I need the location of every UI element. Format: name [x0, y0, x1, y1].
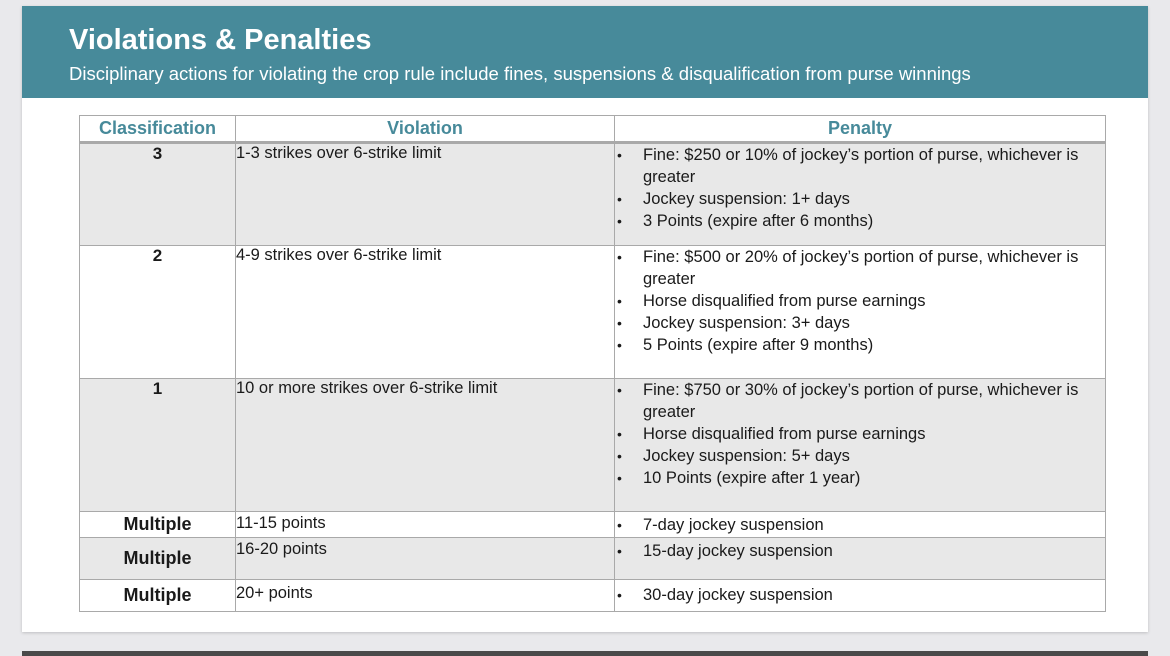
bullet-icon: •: [617, 470, 622, 486]
penalty-item: [615, 188, 1105, 210]
classification-cell: 3: [80, 143, 236, 246]
penalty-item: [615, 144, 1105, 188]
penalty-text: Horse disqualified from purse earnings: [643, 425, 926, 443]
penalty-text: Fine: $750 or 30% of jockey’s portion of purse, whichever is greater: [643, 381, 1079, 421]
violation-cell: 11-15 points: [236, 512, 615, 538]
penalty-text: 7-day jockey suspension: [643, 516, 824, 534]
table-row: [80, 379, 1106, 512]
bullet-icon: •: [617, 382, 622, 398]
classification-cell: 2: [80, 246, 236, 379]
penalty-item: [615, 379, 1105, 423]
penalty-text: 15-day jockey suspension: [643, 542, 833, 560]
penalties-table: [79, 115, 1106, 612]
penalty-text: 3 Points (expire after 6 months): [643, 212, 874, 230]
penalty-item: [615, 210, 1105, 232]
column-header-violation: Violation: [236, 116, 615, 143]
bullet-icon: •: [617, 191, 622, 207]
penalty-item: [615, 584, 1105, 606]
penalty-item: [615, 540, 1105, 562]
table-row: [80, 246, 1106, 379]
classification-cell: 1: [80, 379, 236, 512]
penalty-item: [615, 290, 1105, 312]
bullet-icon: •: [617, 517, 622, 533]
penalty-text: Fine: $250 or 10% of jockey’s portion of purse, whichever is greater: [643, 146, 1079, 186]
penalty-item: [615, 445, 1105, 467]
table-row: [80, 512, 1106, 538]
bullet-icon: •: [617, 293, 622, 309]
penalty-item: [615, 467, 1105, 489]
penalty-cell: [615, 512, 1106, 538]
penalty-cell: [615, 379, 1106, 512]
penalty-cell: [615, 580, 1106, 612]
penalty-text: Horse disqualified from purse earnings: [643, 292, 926, 310]
table-header-row: [80, 116, 1106, 143]
penalty-cell: [615, 246, 1106, 379]
penalty-item: [615, 334, 1105, 356]
penalty-cell: [615, 538, 1106, 580]
penalty-text: 10 Points (expire after 1 year): [643, 469, 861, 487]
penalty-text: Jockey suspension: 3+ days: [643, 314, 850, 332]
penalty-text: 30-day jockey suspension: [643, 586, 833, 604]
violation-cell: 16-20 points: [236, 538, 615, 580]
penalty-cell: [615, 143, 1106, 246]
bullet-icon: •: [617, 315, 622, 331]
table-row: [80, 538, 1106, 580]
penalty-text: Jockey suspension: 1+ days: [643, 190, 850, 208]
penalty-item: [615, 246, 1105, 290]
header-banner: [22, 6, 1148, 98]
page-subtitle: Disciplinary actions for violating the crop rule include fines, suspensions & disqualification from purse winnings: [69, 63, 971, 84]
violation-cell: 4-9 strikes over 6-strike limit: [236, 246, 615, 379]
penalty-item: [615, 423, 1105, 445]
column-header-classification: Classification: [80, 116, 236, 143]
column-header-penalty: Penalty: [615, 116, 1106, 143]
bullet-icon: •: [617, 147, 622, 163]
violation-cell: 20+ points: [236, 580, 615, 612]
violation-cell: 10 or more strikes over 6-strike limit: [236, 379, 615, 512]
bullet-icon: •: [617, 337, 622, 353]
classification-cell: Multiple: [80, 538, 236, 580]
page-title: Violations & Penalties: [69, 24, 372, 56]
table-row: [80, 143, 1106, 246]
bullet-icon: •: [617, 249, 622, 265]
next-slide-edge: [22, 651, 1148, 656]
bullet-icon: •: [617, 587, 622, 603]
classification-cell: Multiple: [80, 512, 236, 538]
bullet-icon: •: [617, 543, 622, 559]
bullet-icon: •: [617, 213, 622, 229]
bullet-icon: •: [617, 426, 622, 442]
penalty-item: [615, 514, 1105, 536]
classification-cell: Multiple: [80, 580, 236, 612]
violation-cell: 1-3 strikes over 6-strike limit: [236, 143, 615, 246]
bullet-icon: •: [617, 448, 622, 464]
table-row: [80, 580, 1106, 612]
penalty-text: 5 Points (expire after 9 months): [643, 336, 874, 354]
slide: [22, 6, 1148, 632]
penalty-item: [615, 312, 1105, 334]
penalty-text: Fine: $500 or 20% of jockey’s portion of purse, whichever is greater: [643, 248, 1079, 288]
penalty-text: Jockey suspension: 5+ days: [643, 447, 850, 465]
